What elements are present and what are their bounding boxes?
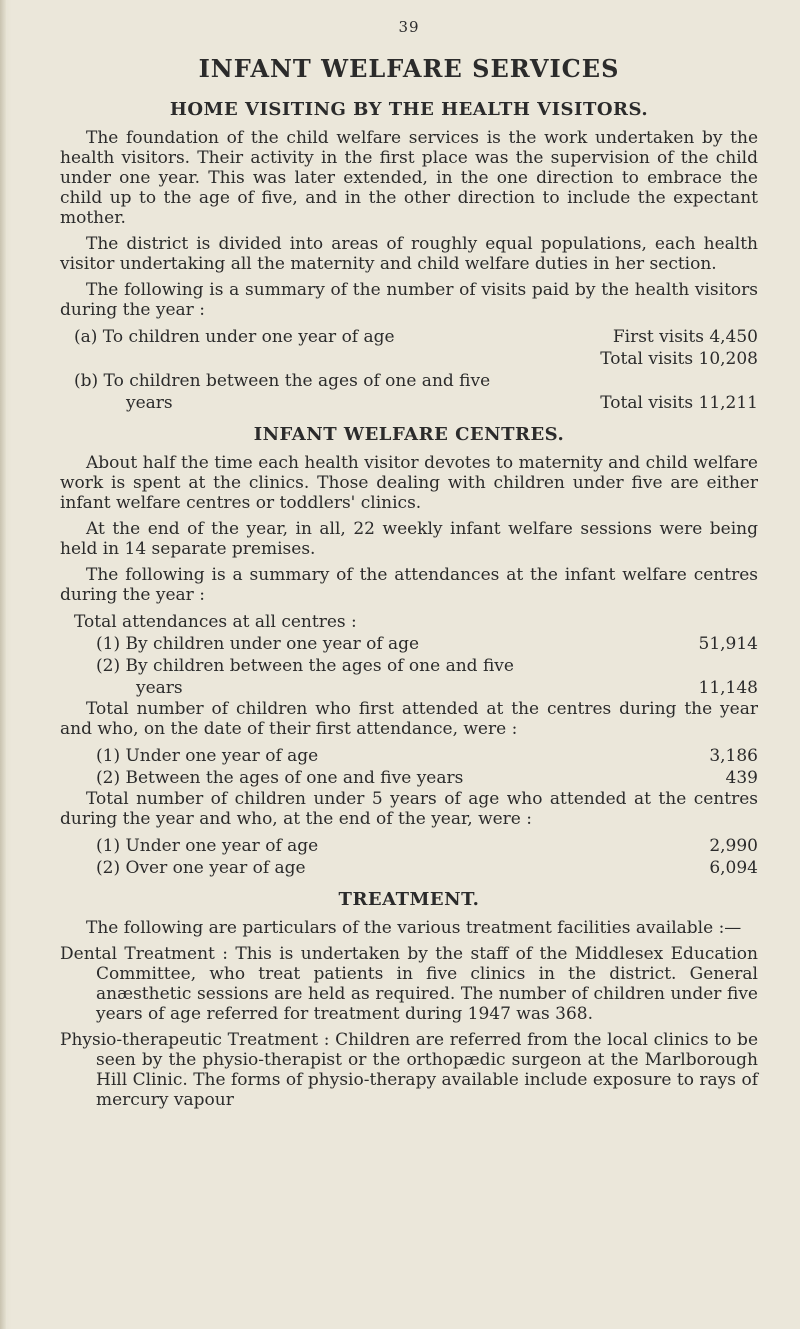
paragraph-attendances-summary: The following is a summary of the attendances at the infant welfare centres during the year : [60,565,758,605]
paragraph-treatment-intro: The following are particulars of the various treatment facilities available :— [86,918,742,938]
first-attendance-row-1 [60,745,758,767]
visits-row-b-label: (b) To children between the ages of one and five [74,371,491,391]
end-year-row-2-value: 6,094 [709,858,758,878]
end-year-row-1 [60,835,758,857]
attendance-row-1 [60,633,758,655]
end-year-row-2 [60,857,758,879]
first-attendance-row-1-value: 3,186 [709,746,758,766]
end-year-row-2-label: (2) Over one year of age [96,858,306,878]
visits-row-a-total-row [60,348,758,370]
visits-row-b-total: Total visits 11,211 [600,393,758,413]
attendance-row-2-cont [60,677,758,699]
heading-home-visiting: HOME VISITING BY THE HEALTH VISITORS. [169,99,649,120]
paragraph-first-attendance: Total number of children who first attended at the centres during the year and who, on the date of their first attendance, were : [60,699,758,739]
page-spine-shadow [0,0,6,1329]
first-attendance-row-2-value: 439 [725,768,758,788]
first-attendance-row-2-label: (2) Between the ages of one and five years [96,768,464,788]
first-attendance-row-2 [60,767,758,789]
total-attendances-label-row [60,611,758,633]
paragraph-district: The district is divided into areas of roughly equal populations, each health visitor undertaking all the maternity and child welfare duties in her section. [60,234,758,274]
end-year-row-1-label: (1) Under one year of age [96,836,319,856]
attendance-row-2-value: 11,148 [698,678,758,698]
attendance-row-2-label: (2) By children between the ages of one and five [96,656,514,676]
total-attendances-label: Total attendances at all centres : [74,612,357,632]
attendance-row-2 [60,655,758,677]
visits-row-b-cont-label: years [126,393,173,413]
end-year-row-1-value: 2,990 [709,836,758,856]
paragraph-end-of-year: Total number of children under 5 years of age who attended at the centres during the year and who, at the end of the year, were : [60,789,758,829]
heading-infant-welfare-centres: INFANT WELFARE CENTRES. [253,424,565,445]
paragraph-sessions: At the end of the year, in all, 22 weekly infant welfare sessions were being held in 14 separate premises. [60,519,758,559]
attendance-row-1-value: 51,914 [698,634,758,654]
paragraph-clinics: About half the time each health visitor devotes to maternity and child welfare work is spent at the clinics. Those dealing with children under five are either infant welfare centres or toddlers' clinics. [60,453,758,513]
visits-row-b [60,370,758,392]
paragraph-dental-treatment: Dental Treatment : This is undertaken by the staff of the Middlesex Education Committee, who treat patients in five clinics in the district. General anæsthetic sessions are held as required. The number of children under five years of age referred for treatment during 1947 was 368. [60,944,758,1024]
attendance-row-1-label: (1) By children under one year of age [96,634,420,654]
visits-row-a-label: (a) To children under one year of age [74,327,395,347]
visits-row-a-first: First visits 4,450 [612,327,758,347]
visits-row-b-cont [60,392,758,414]
first-attendance-row-1-label: (1) Under one year of age [96,746,319,766]
page-title: INFANT WELFARE SERVICES [198,54,620,83]
visits-row-a-total: Total visits 10,208 [600,349,758,369]
paragraph-foundation: The foundation of the child welfare services is the work undertaken by the health visitors. Their activity in the first place was the supervision of the child under one year. This was later extended, in the one direction to embrace the child up to the age of five, and in the other direction to include the expectant mother. [60,128,758,228]
paragraph-visits-summary: The following is a summary of the number of visits paid by the health visitors during the year : [60,280,758,320]
attendance-row-2-cont-label: years [136,678,183,698]
visits-row-a [60,326,758,348]
paragraph-physio-treatment: Physio-therapeutic Treatment : Children are referred from the local clinics to be seen by the physio-therapist or the orthopædic surgeon at the Marlborough Hill Clinic. The forms of physio-therapy available include exposure to rays of mercury vapour [60,1030,758,1110]
heading-treatment: TREATMENT. [338,889,480,910]
page-number: 39 [398,18,420,36]
